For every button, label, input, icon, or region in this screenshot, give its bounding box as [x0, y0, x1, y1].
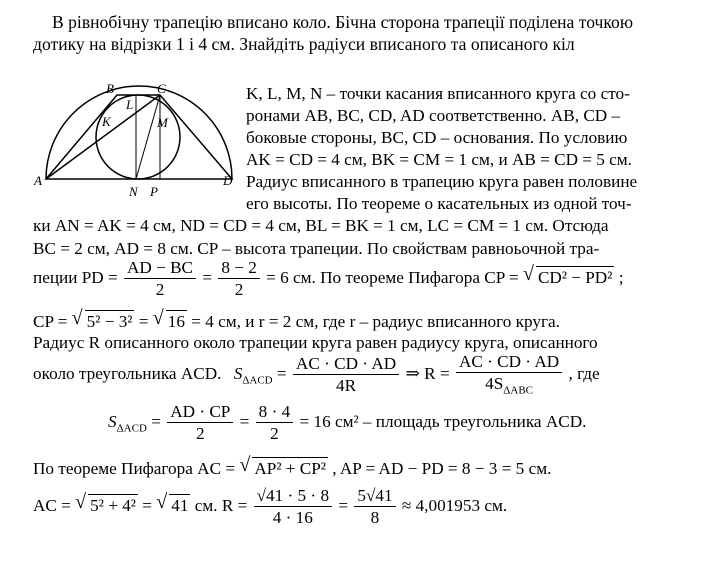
fraction-pd-values-num: 8 − 2	[218, 258, 259, 279]
label-K: K	[102, 114, 111, 129]
fraction-r-formula-num: AC · CD · AD	[456, 352, 562, 373]
fraction-pd-values	[218, 258, 259, 300]
sqrt-cp: √ CD² − PD²	[522, 263, 613, 288]
solution-line-11: Радиус R описанного около трапеции круга равен радиусу круга, описанного	[33, 333, 598, 352]
solution-line-14	[33, 454, 552, 480]
solution-line-13	[108, 402, 586, 444]
fraction-area-formula-num: AC · CD · AD	[293, 354, 399, 375]
fraction-r-result	[354, 486, 395, 528]
sqrt-41: √ 41	[156, 491, 189, 516]
fraction-r-values-num: √41 · 5 · 8	[254, 486, 332, 507]
problem-line-2: дотику на відрізки 1 і 4 см. Знайдіть радіуси вписаного та описаного кіл	[33, 34, 575, 54]
area-s: S	[233, 363, 243, 383]
fraction-area-cp	[167, 402, 233, 444]
sqrt-16: √ 16	[152, 307, 185, 331]
r-den-main: 4S	[485, 373, 504, 393]
solution-line-4: AK = CD = 4 см, BK = CM = 1 см, и AB = CD = 5 см.	[246, 150, 632, 169]
sqrt-ac-radicand: AP² + CP²	[254, 459, 326, 478]
fraction-pd-num: AD − BC	[124, 258, 196, 279]
line9-text-b: = 6 см. По теореме Пифагора CP =	[266, 268, 519, 288]
fraction-pd	[124, 258, 196, 300]
line10-text-a: CP =	[33, 312, 68, 331]
line12-eq: =	[276, 363, 287, 383]
segment-cn	[136, 95, 160, 179]
fraction-area-values-num: 8 · 4	[256, 402, 294, 423]
fraction-r-result-num: 5√41	[354, 486, 395, 507]
area-symbol	[233, 363, 273, 387]
line13-text-b: = 16 см² – площадь треугольника ACD.	[299, 412, 587, 432]
fraction-area-cp-num: AD · CP	[167, 402, 233, 423]
fraction-area-values-den: 2	[270, 423, 279, 443]
solution-line-3: боковые стороны, BC, CD – основания. По условию	[246, 128, 628, 147]
line14-text-b: , AP = AD − PD = 8 − 3 = 5 см.	[332, 459, 552, 478]
sqrt-ac-values: √ 5² + 4²	[75, 491, 136, 516]
fraction-area-values	[256, 402, 294, 444]
line10-text-b: = 4 см, и r = 2 см, где r – радиус вписанного круга.	[191, 312, 560, 331]
label-L: L	[126, 97, 134, 112]
line15-text-a: AC =	[33, 496, 71, 516]
trapezoid	[46, 95, 232, 179]
line9-text-a: пеции PD =	[33, 268, 118, 288]
line12-text-a: около треугольника ACD.	[33, 363, 222, 383]
sqrt-cp-values-radicand: 5² − 3²	[86, 312, 133, 331]
fraction-pd-values-den: 2	[234, 279, 244, 299]
solution-line-5: Радиус вписанного в трапецию круга равен половине	[246, 172, 638, 191]
inscribed-circle	[96, 95, 180, 179]
solution-line-15	[33, 486, 507, 528]
fraction-area-cp-den: 2	[195, 423, 205, 443]
sqrt-cp-values: √ 5² − 3²	[71, 307, 133, 331]
line13-eq: =	[151, 412, 161, 432]
solution-line-10	[33, 307, 560, 333]
line14-text-a: По теореме Пифагора AC =	[33, 459, 236, 478]
area-s-2: S	[108, 412, 117, 432]
line12-arrow: ⇒ R =	[405, 363, 450, 383]
sqrt-ac: √ AP² + CP²	[239, 454, 326, 478]
fraction-area-formula-den: 4R	[336, 375, 357, 395]
r-den-sub: ΔABC	[503, 384, 533, 397]
line15-eq: =	[142, 496, 152, 516]
line15-text-b: см. R =	[194, 496, 248, 516]
problem-line-1: В рівнобічну трапецію вписано коло. Бічна сторона трапеції поділена точкою	[52, 12, 633, 32]
area-sub: ΔACD	[242, 374, 273, 387]
area-sub-2: ΔACD	[116, 422, 147, 435]
fraction-r-formula	[456, 352, 562, 398]
line10-eq: =	[138, 312, 149, 331]
line13-eq2: =	[239, 412, 250, 432]
solution-line-12	[33, 352, 600, 398]
solution-line-8: BC = 2 см, AD = 8 см. CP – высота трапеции. По свойствам равноьочной тра-	[33, 239, 600, 258]
label-D: D	[223, 173, 233, 188]
solution-line-1: K, L, M, N – точки касания вписанного круга со сто-	[246, 84, 630, 103]
trapezoid-figure	[36, 82, 246, 202]
solution-line-2: ронами AB, BC, CD, AD соответственно. AB, CD –	[246, 106, 621, 125]
line15-eq2: =	[338, 496, 349, 516]
fraction-r-formula-den	[456, 373, 562, 398]
label-P: P	[150, 184, 158, 199]
sqrt-41-radicand: 41	[171, 496, 189, 516]
line12-text-b: , где	[568, 363, 600, 383]
label-A: A	[34, 173, 42, 188]
sqrt-cp-radicand: CD² − PD²	[537, 268, 613, 288]
fraction-r-result-den: 8	[370, 507, 380, 527]
fraction-area-formula	[293, 354, 399, 396]
solution-line-6: его высоты. По теореме о касательных из одной точ-	[246, 194, 632, 213]
solution-line-7: ки AN = AK = 4 см, ND = CD = 4 см, BL = BK = 1 см, LC = CM = 1 см. Отсюда	[33, 216, 609, 235]
line15-text-c: ≈ 4,001953 см.	[401, 496, 508, 516]
circumscribed-arc	[46, 86, 232, 179]
label-C: C	[157, 81, 166, 96]
sqrt-ac-values-radicand: 5² + 4²	[90, 496, 136, 516]
fraction-r-values-den: 4 · 16	[272, 507, 313, 527]
sqrt-16-radicand: 16	[167, 312, 185, 331]
line9-eq: =	[202, 268, 213, 288]
label-N: N	[129, 184, 138, 199]
label-M: M	[157, 115, 168, 130]
fraction-pd-den: 2	[155, 279, 165, 299]
fraction-r-values	[254, 486, 332, 528]
area-symbol-2	[108, 412, 147, 435]
diagonal-ac	[46, 95, 160, 179]
solution-line-9	[33, 258, 623, 300]
line9-text-c: ;	[618, 268, 624, 288]
label-B: B	[106, 81, 114, 96]
